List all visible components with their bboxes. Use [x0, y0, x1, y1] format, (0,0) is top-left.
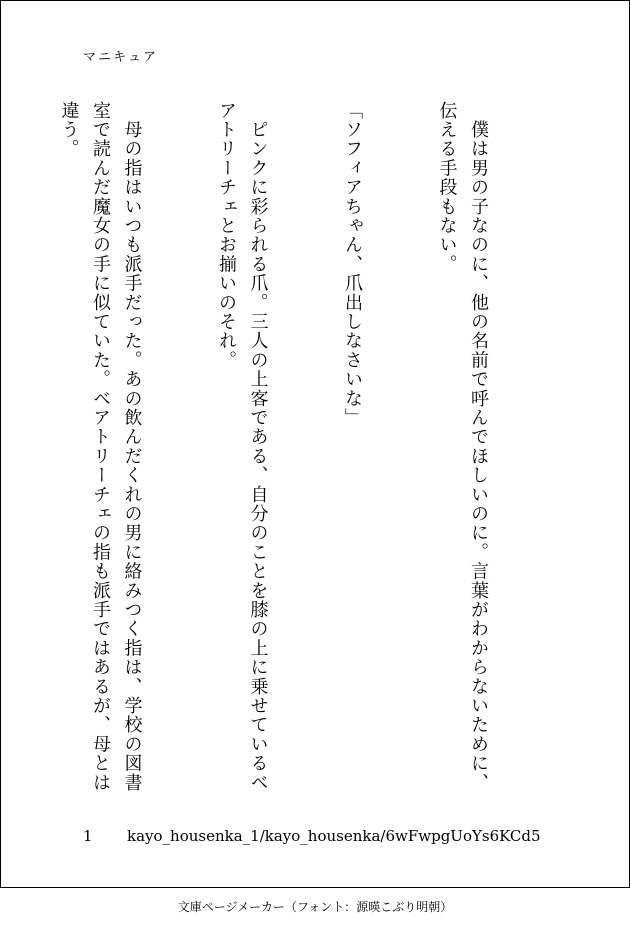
- paragraph: 「ソフィアちゃん、爪出しなさいな」: [342, 101, 363, 428]
- vertical-body-text: [58, 101, 557, 801]
- source-path: kayo_housenka_1/kayo_housenka/6wFwpgUoYs6KCd5: [127, 827, 541, 845]
- paragraph: 僕は男の子なのに、他の名前で呼んでほしいのに。言葉がわからないために、伝える手段もない。: [436, 101, 489, 793]
- paragraph: ピンクに彩られる爪。三人の上客である、自分のことを膝の上に乗せているベアトリーチェとお揃いのそれ。: [216, 101, 269, 793]
- running-head: マニキュア: [83, 50, 159, 65]
- paragraph: 母の指はいつも派手だった。あの飲んだくれの男に絡みつく指は、学校の図書室で読んだ魔女の手に似ていた。ベアトリーチェの指も派手ではあるが、母とは違う。: [58, 101, 143, 793]
- footer-credit: 文庫ページメーカー（フォント：源暎こぶり明朝）: [177, 900, 453, 914]
- page-number: 1: [83, 827, 93, 845]
